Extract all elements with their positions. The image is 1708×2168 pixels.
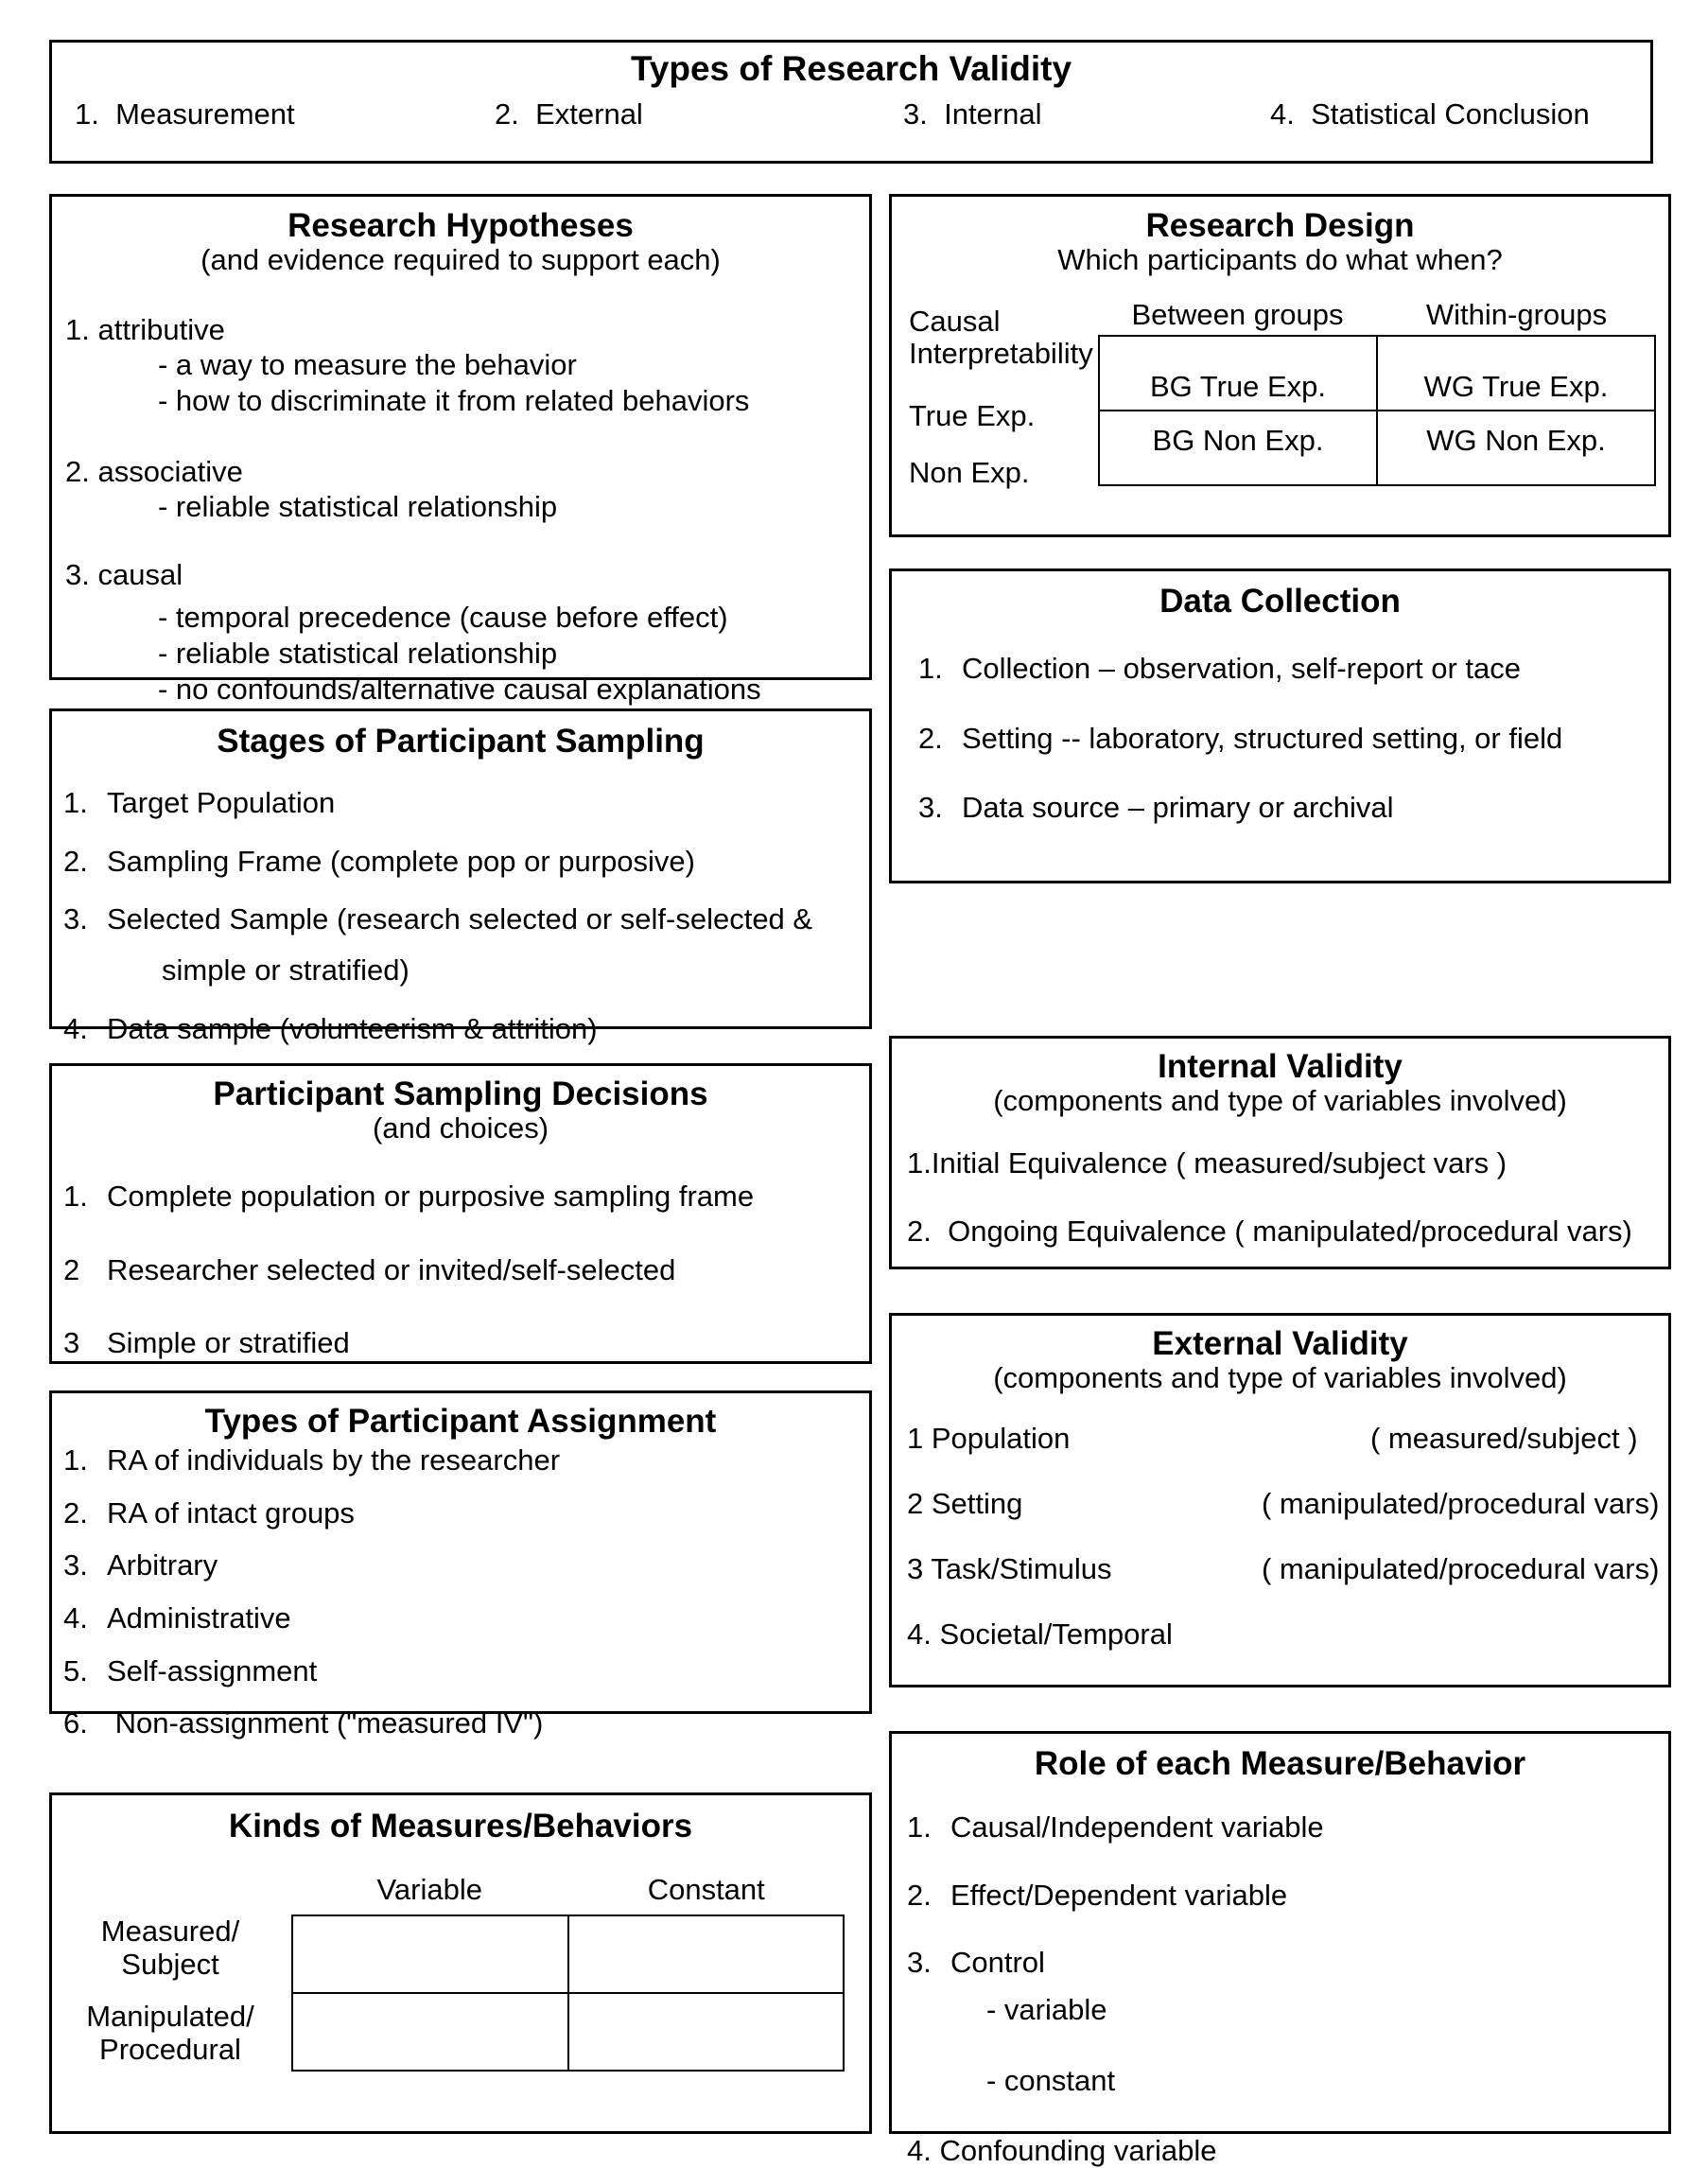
external-validity-title: External Validity — [1152, 1325, 1408, 1362]
list-item: 3 Simple or stratified — [63, 1326, 350, 1360]
internal-validity-subtitle: (components and type of variables involved) — [993, 1084, 1567, 1118]
list-item-continuation: simple or stratified) — [162, 953, 410, 988]
research-design-subtitle: Which participants do what when? — [1057, 243, 1503, 277]
assignment-title: Types of Participant Assignment — [204, 1403, 717, 1440]
list-sub-item: - variable — [986, 1993, 1107, 2027]
table-row — [1100, 337, 1654, 411]
research-design-column-headers — [1098, 298, 1656, 332]
list-item — [907, 1422, 1668, 1466]
role-list — [892, 1810, 1668, 2168]
list-item: 3. Control — [907, 1946, 1045, 1980]
kinds-matrix — [52, 1873, 869, 2072]
cell-manipulated-constant — [569, 1994, 844, 2070]
column-header-within-groups: Within-groups — [1425, 297, 1608, 331]
research-hypotheses-box — [49, 194, 872, 706]
external-validity-subtitle: (components and type of variables involved) — [993, 1361, 1567, 1395]
list-sub-item: - constant — [986, 2063, 1116, 2097]
validity-type-item-1: 1. Measurement — [75, 97, 295, 131]
list-item: 5. Self-assignment — [63, 1653, 318, 1687]
list-item: 4. Confounding variable — [907, 2134, 1217, 2168]
research-design-title: Research Design — [1145, 207, 1415, 244]
hypothesis-evidence: - temporal precedence (cause before effect) — [158, 601, 728, 635]
cell-bg-non-exp: BG Non Exp. — [1100, 411, 1378, 484]
hypothesis-head: 3. causal — [65, 558, 183, 592]
list-item: 3. Selected Sample (research selected or self-selected & — [63, 902, 813, 936]
decisions-list — [52, 1180, 869, 1360]
cell-bg-true-exp: BG True Exp. — [1100, 337, 1378, 410]
column-header-constant: Constant — [647, 1873, 765, 1907]
kinds-column-headers — [291, 1873, 845, 1907]
list-item: 2. RA of intact groups — [63, 1495, 355, 1530]
external-item-label: 4. Societal/Temporal — [907, 1617, 1173, 1651]
external-item-label: 3 Task/Stimulus — [907, 1551, 1112, 1585]
list-item: 1. Complete population or purposive sampling frame — [63, 1179, 755, 1213]
data-collection-list — [892, 652, 1668, 825]
list-item: 1. Collection – observation, self-report or tace — [918, 652, 1522, 686]
validity-types-list — [52, 97, 1650, 145]
list-item: 4. Administrative — [63, 1601, 291, 1635]
page-title: Types of Research Validity — [630, 49, 1072, 88]
list-item: 2. Setting -- laboratory, structured setting, or field — [918, 721, 1563, 755]
list-item: 6. Non-assignment ("measured IV") — [63, 1706, 544, 1740]
hypothesis-group-attributive — [52, 313, 869, 419]
hypothesis-evidence: - no confounds/alternative causal explanations — [158, 672, 761, 706]
hypothesis-head: 1. attributive — [65, 312, 225, 346]
cell-wg-non-exp: WG Non Exp. — [1426, 424, 1606, 458]
row-axis-label-line1: Causal — [909, 304, 1001, 338]
data-collection-box — [889, 568, 1671, 883]
types-of-research-validity-box — [49, 40, 1653, 164]
list-item: 4. Data sample (volunteerism & attrition) — [63, 1011, 598, 1045]
role-of-each-measure-box — [889, 1731, 1671, 2168]
external-item-vars: ( manipulated/procedural vars) — [1262, 1486, 1660, 1520]
decisions-subtitle: (and choices) — [372, 1111, 549, 1145]
list-item: 1. Target Population — [63, 786, 336, 820]
list-item: 2. Effect/Dependent variable — [907, 1878, 1288, 1912]
table-row — [293, 1994, 843, 2070]
types-of-participant-assignment-box — [49, 1390, 872, 1740]
internal-validity-list — [892, 1146, 1668, 1248]
row-label-non-exp: Non Exp. — [909, 455, 1030, 489]
external-validity-box — [889, 1313, 1671, 1687]
research-hypotheses-title: Research Hypotheses — [288, 207, 634, 244]
data-collection-title: Data Collection — [1159, 583, 1401, 620]
external-item-label: 1 Population — [907, 1421, 1071, 1455]
list-item: 1.Initial Equivalence ( measured/subject vars ) — [907, 1145, 1508, 1180]
role-title: Role of each Measure/Behavior — [1034, 1745, 1526, 1782]
internal-validity-box — [889, 1036, 1671, 1269]
hypothesis-evidence: - how to discriminate it from related behaviors — [158, 383, 750, 417]
external-validity-list — [892, 1422, 1668, 1662]
list-item — [907, 1487, 1668, 1531]
stages-list — [52, 786, 869, 1045]
list-item: 1. RA of individuals by the researcher — [63, 1443, 561, 1477]
hypothesis-group-causal — [52, 558, 869, 707]
list-item: 3. Arbitrary — [63, 1548, 218, 1582]
hypothesis-evidence: - reliable statistical relationship — [158, 637, 558, 671]
kinds-of-measures-box — [49, 1792, 872, 2134]
research-hypotheses-subtitle: (and evidence required to support each) — [200, 243, 721, 277]
research-design-table — [1098, 335, 1656, 486]
stages-title: Stages of Participant Sampling — [217, 723, 705, 760]
list-item — [907, 1552, 1668, 1597]
external-item-vars: ( measured/subject ) — [1370, 1421, 1638, 1455]
decisions-title: Participant Sampling Decisions — [213, 1075, 708, 1112]
internal-validity-title: Internal Validity — [1158, 1048, 1403, 1085]
participant-sampling-decisions-box — [49, 1063, 872, 1364]
column-header-between-groups: Between groups — [1131, 297, 1344, 331]
external-item-vars: ( manipulated/procedural vars) — [1262, 1551, 1660, 1585]
list-item: 3. Data source – primary or archival — [918, 791, 1394, 825]
kinds-title: Kinds of Measures/Behaviors — [228, 1808, 693, 1845]
kinds-table — [291, 1914, 845, 2072]
cell-manipulated-variable — [293, 1994, 569, 2070]
cell-measured-variable — [293, 1916, 569, 1992]
list-item: 1. Causal/Independent variable — [907, 1810, 1324, 1845]
assignment-list — [52, 1443, 869, 1740]
hypothesis-group-associative — [52, 455, 869, 525]
cell-measured-constant — [569, 1916, 844, 1992]
external-item-label: 2 Setting — [907, 1486, 1023, 1520]
validity-type-item-2: 2. External — [495, 97, 643, 131]
column-header-variable: Variable — [376, 1873, 482, 1907]
cell-wg-true-exp: WG True Exp. — [1423, 369, 1609, 403]
table-row — [1100, 411, 1654, 484]
research-design-matrix — [892, 297, 1668, 489]
row-label-manipulated-procedural: Manipulated/ Procedural — [86, 2000, 254, 2066]
table-row — [293, 1916, 843, 1994]
row-label-true-exp: True Exp. — [909, 398, 1036, 432]
research-design-box — [889, 194, 1671, 537]
hypothesis-head: 2. associative — [65, 454, 243, 488]
list-item: 2. Sampling Frame (complete pop or purposive) — [63, 844, 695, 878]
list-item: 2 Researcher selected or invited/self-selected — [63, 1252, 676, 1286]
row-axis-label-line2: Interpretability — [909, 336, 1093, 370]
hypothesis-evidence: - a way to measure the behavior — [158, 347, 577, 381]
validity-type-item-3: 3. Internal — [903, 97, 1042, 131]
validity-type-item-4: 4. Statistical Conclusion — [1270, 97, 1590, 131]
stages-of-participant-sampling-box — [49, 708, 872, 1045]
row-label-measured-subject: Measured/ Subject — [100, 1914, 240, 1981]
list-item — [907, 1617, 1668, 1662]
hypothesis-evidence: - reliable statistical relationship — [158, 489, 558, 523]
list-item: 2. Ongoing Equivalence ( manipulated/procedural vars) — [907, 1214, 1632, 1248]
